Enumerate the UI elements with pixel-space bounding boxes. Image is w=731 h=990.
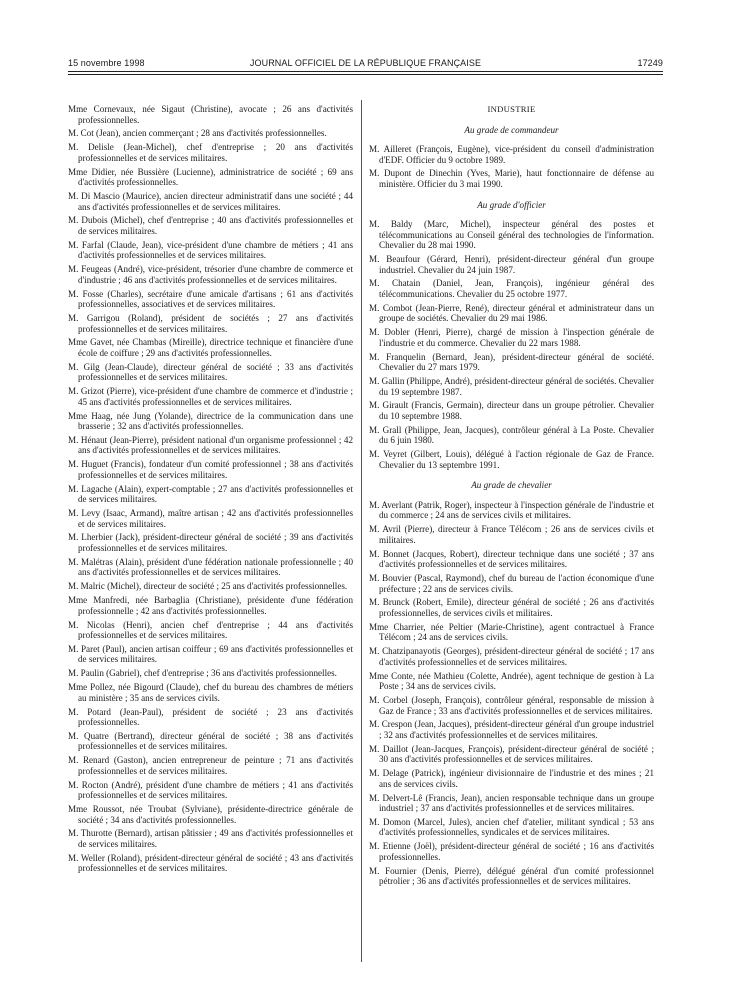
decree-entry: M. Franquelin (Bernard, Jean), président-directeur général de société. Chevalier du 27 mars 1979. (369, 351, 654, 373)
decree-entry: M. Dubois (Michel), chef d'entreprise ; 40 ans d'activités professionnelles et de services militaires. (68, 215, 353, 236)
decree-entry: M. Gilg (Jean-Claude), directeur général de société ; 33 ans d'activités professionnelles et de services militaires. (68, 361, 353, 383)
header-page-number: 17249 (637, 58, 663, 68)
decree-entry: M. Crespon (Jean, Jacques), président-directeur général d'un groupe industriel ; 32 ans d'activités professionnelles et de services militaires. (369, 719, 654, 740)
chevalier-list (369, 500, 654, 887)
section-title: INDUSTRIE (487, 104, 536, 114)
decree-entry: Mme Gavet, née Chambas (Mireille), directrice technique et financière d'une école de coiffure ; 29 ans d'activités professionnelles. (68, 337, 353, 358)
decree-entry: M. Brunck (Robert, Emile), directeur général de société ; 26 ans d'activités professionnelles, de services civils et militaires. (369, 597, 654, 618)
decree-entry: M. Bouvier (Pascal, Raymond), chef du bureau de l'action économique d'une préfecture ; 22 ans de services civils. (369, 573, 654, 594)
decree-entry: M. Girault (Francis, Germain), directeur dans un groupe pétrolier. Chevalier du 10 septembre 1988. (369, 400, 654, 421)
header-date: 15 novembre 1998 (68, 58, 145, 68)
left-column (68, 104, 353, 877)
decree-entry: M. Grall (Philippe, Jean, Jacques), contrôleur général à La Poste. Chevalier du 6 juin 1980. (369, 424, 654, 446)
decree-entry: M. Bonnet (Jacques, Robert), directeur technique dans une société ; 37 ans d'activités professionnelles et de services militaires. (369, 548, 654, 570)
decree-entry: M. Fosse (Charles), secrétaire d'une amicale d'artisans ; 61 ans d'activités professionnelles, associatives et de services militaires. (68, 288, 353, 310)
decree-entry: M. Weller (Roland), président-directeur général de société ; 43 ans d'activités professionnelles et de services militaires. (68, 852, 353, 874)
decree-entry: Mme Haag, née Jung (Yolande), directrice de la communication dans une brasserie ; 32 ans d'activités professionnelles. (68, 410, 353, 432)
decree-entry: M. Rocton (André), président d'une chambre de métiers ; 41 ans d'activités professionnelles et de services militaires. (68, 779, 353, 801)
decree-entry: Mme Pollez, née Bigourd (Claude), chef du bureau des chambres de métiers au ministère ; 35 ans de services civils. (68, 682, 353, 703)
decree-entry: M. Paret (Paul), ancien artisan coiffeur ; 69 ans d'activités professionnelles et de services militaires. (68, 643, 353, 665)
decree-entry: M. Veyret (Gilbert, Louis), délégué à l'action régionale de Gaz de France. Chevalier du 13 septembre 1991. (369, 449, 654, 470)
grade-commandeur-title: Au grade de commandeur (464, 124, 559, 135)
decree-entry: M. Dobler (Henri, Pierre), chargé de mission à l'inspection générale de l'industrie et du commerce. Chevalier du 22 mars 1988. (369, 327, 654, 348)
decree-entry: Mme Manfredi, née Barbaglia (Christiane), présidente d'une fédération professionnelle ; 42 ans d'activités professionnelles. (68, 595, 353, 616)
decree-entry: M. Cot (Jean), ancien commerçant ; 28 ans d'activités professionnelles. (68, 128, 327, 139)
decree-entry: M. Huguet (Francis), fondateur d'un comité professionnel ; 38 ans d'activités professionnelles et de services militaires. (68, 459, 353, 480)
decree-entry: M. Paulin (Gabriel), chef d'entreprise ; 36 ans d'activités professionnelles. (68, 668, 337, 679)
decree-entry: Mme Roussot, née Troubat (Sylviane), présidente-directrice générale de société ; 34 ans d'activités professionnelles. (68, 804, 353, 825)
decree-entry: Mme Charrier, née Peltier (Marie-Christine), agent contractuel à France Télécom ; 24 ans de services civils. (369, 621, 654, 643)
decree-entry: M. Feugeas (André), vice-président, trésorier d'une chambre de commerce et d'industrie ; 46 ans d'activités professionnelles et de services militaires. (68, 264, 353, 285)
decree-entry: M. Hénaut (Jean-Pierre), président national d'un organisme professionnel ; 42 ans d'activités professionnelles et de services militaires. (68, 434, 353, 456)
decree-entry: M. Domon (Marcel, Jules), ancien chef d'atelier, militant syndical ; 53 ans d'activités professionnelles, syndicales et de services militaires. (369, 816, 654, 838)
column-divider (361, 100, 362, 962)
decree-entry: M. Daillot (Jean-Jacques, François), président-directeur général de société ; 30 ans d'activités professionnelles et de services militaires. (369, 743, 654, 765)
decree-entry: M. Levy (Isaac, Armand), maître artisan ; 42 ans d'activités professionnelles et de services militaires. (68, 508, 353, 529)
decree-entry: M. Grizot (Pierre), vice-président d'une chambre de commerce et d'industrie ; 45 ans d'activités professionnelles et de services militaires. (68, 386, 353, 407)
decree-entry: M. Etienne (Joël), président-directeur général de société ; 16 ans d'activités professionnelles. (369, 841, 654, 862)
decree-entry: Mme Conte, née Mathieu (Colette, Andrée), agent technique de gestion à La Poste ; 34 ans de services civils. (369, 670, 654, 692)
decree-entry: M. Delage (Patrick), ingénieur divisionnaire de l'industrie et des mines ; 21 ans de services civils. (369, 768, 654, 789)
decree-entry: M. Fournier (Denis, Pierre), délégué général d'un comité professionnel pétrolier ; 36 ans d'activités professionnelles et de services militaires. (369, 865, 654, 887)
decree-entry: M. Gallin (Philippe, André), président-directeur général de sociétés. Chevalier du 19 septembre 1987. (369, 376, 654, 397)
decree-entry: M. Avril (Pierre), directeur à France Télécom ; 26 ans de services civils et militaires. (369, 524, 654, 545)
decree-entry: M. Lagache (Alain), expert-comptable ; 27 ans d'activités professionnelles et de services militaires. (68, 483, 353, 505)
decree-entry: M. Delvert-Lê (Francis, Jean), ancien responsable technique dans un groupe industriel ; 37 ans d'activités professionnelles et de services militaires. (369, 792, 654, 814)
decree-entry: M. Ailleret (François, Eugène), vice-président du conseil d'administration d'EDF. Officier du 9 octobre 1989. (369, 144, 654, 165)
grade-officier-title: Au grade d'officier (477, 199, 546, 210)
decree-entry: M. Dupont de Dinechin (Yves, Marie), haut fonctionnaire de défense au ministère. Officier du 3 mai 1990. (369, 168, 654, 190)
decree-entry: M. Potard (Jean-Paul), président de société ; 23 ans d'activités professionnelles. (68, 706, 353, 728)
decree-entry: M. Nicolas (Henri), ancien chef d'entreprise ; 44 ans d'activités professionnelles et de services militaires. (68, 619, 353, 641)
decree-entry: M. Farfal (Claude, Jean), vice-président d'une chambre de métiers ; 41 ans d'activités professionnelles et de services militaires. (68, 239, 353, 261)
header-rule-bottom (68, 74, 663, 75)
decree-entry: M. Malric (Michel), directeur de société ; 25 ans d'activités professionnelles. (68, 581, 348, 592)
decree-entry: M. Delisle (Jean-Michel), chef d'entreprise ; 20 ans d'activités professionnelles et de services militaires. (68, 142, 353, 163)
decree-entry: M. Chatzipanayotis (Georges), président-directeur général de société ; 17 ans d'activités professionnelles et de services militaires. (369, 646, 654, 667)
officier-list (369, 219, 654, 470)
right-column (369, 104, 654, 890)
header-rule-top (68, 71, 663, 72)
grade-chevalier-title: Au grade de chevalier (471, 480, 552, 491)
decree-entry: M. Lherbier (Jack), président-directeur général de société ; 39 ans d'activités professionnelles et de services militaires. (68, 532, 353, 554)
decree-entry: M. Malétras (Alain), président d'une fédération nationale professionnelle ; 40 ans d'activités professionnelles et de services militaires. (68, 556, 353, 578)
decree-entry: Mme Cornevaux, née Sigaut (Christine), avocate ; 26 ans d'activités professionnelles. (68, 104, 353, 125)
decree-entry: M. Thurotte (Bernard), artisan pâtissier ; 49 ans d'activités professionnelles et de services militaires. (68, 828, 353, 850)
decree-entry: Mme Didier, née Bussière (Lucienne), administratrice de société ; 69 ans d'activités professionnelles. (68, 166, 353, 188)
decree-entry: M. Garrigou (Roland), président de sociétés ; 27 ans d'activités professionnelles et de services militaires. (68, 312, 353, 334)
decree-entry: M. Beaufour (Gérard, Henri), président-directeur général d'un groupe industriel. Chevalier du 24 juin 1987. (369, 254, 654, 275)
decree-entry: M. Di Mascio (Maurice), ancien directeur administratif dans une société ; 44 ans d'activités professionnelles et de services militaires. (68, 191, 353, 212)
commandeur-list (369, 144, 654, 189)
decree-entry: M. Averlant (Patrik, Roger), inspecteur à l'inspection générale de l'industrie et du commerce ; 24 ans de services civils et militaires. (369, 499, 654, 521)
decree-entry: M. Combot (Jean-Pierre, René), directeur général et administrateur dans un groupe de sociétés. Chevalier du 29 mai 1986. (369, 302, 654, 324)
header-title: JOURNAL OFFICIEL DE LA RÉPUBLIQUE FRANÇAISE (249, 58, 482, 68)
decree-entry: M. Renard (Gaston), ancien entrepreneur de peinture ; 71 ans d'activités professionnelles et de services militaires. (68, 755, 353, 776)
decree-entry: M. Baldy (Marc, Michel), inspecteur général des postes et télécommunications au Conseil général des technologies de l'information. Chevalier du 28 mai 1990. (369, 219, 654, 251)
decree-entry: M. Quatre (Bertrand), directeur général de société ; 38 ans d'activités professionnelles et de services militaires. (68, 730, 353, 752)
decree-entry: M. Chatain (Daniel, Jean, François), ingénieur général des télécommunications. Chevalier du 25 octobre 1977. (369, 278, 654, 299)
decree-entry: M. Corbel (Joseph, François), contrôleur général, responsable de mission à Gaz de France ; 33 ans d'activités professionnelles et de services militaires. (369, 694, 654, 716)
